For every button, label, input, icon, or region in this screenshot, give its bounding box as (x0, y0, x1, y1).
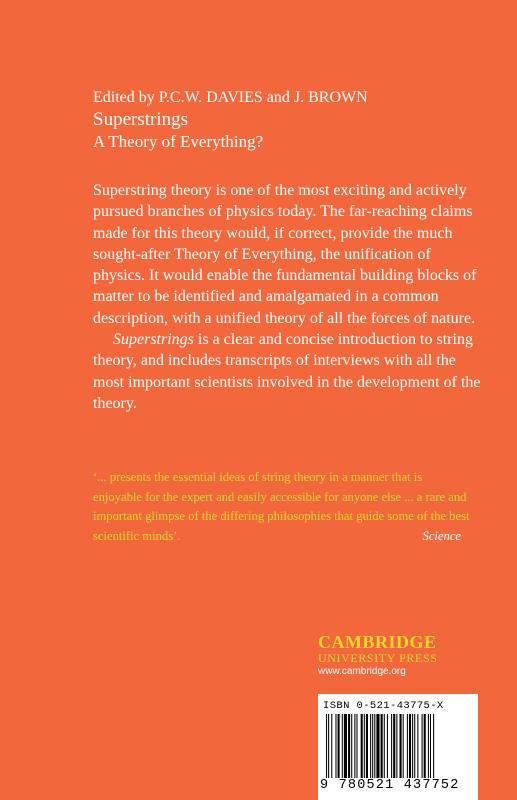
barcode-bar (374, 714, 375, 778)
isbn-label: ISBN 0-521-43775-X (323, 700, 444, 712)
book-subtitle: A Theory of Everything? (93, 132, 264, 151)
barcode-bar (407, 714, 408, 778)
review-quote (93, 468, 473, 546)
blurb-paragraph-2 (93, 329, 485, 414)
barcode-bar (428, 714, 429, 778)
publisher-subname: UNIVERSITY PRESS (318, 651, 438, 665)
barcode-bar (348, 714, 350, 778)
barcode-bar (381, 714, 383, 778)
barcode-bar (338, 714, 340, 778)
barcode-bar (391, 714, 392, 778)
book-title: Superstrings (93, 109, 188, 130)
barcode-bar (424, 714, 426, 778)
review-source: Science (422, 528, 461, 543)
barcode-bar (335, 714, 336, 778)
barcode-bar (356, 714, 357, 778)
review-quote-text: ‘... presents the essential ideas of string theory in a manner that is enjoyable for the expert and easily accessible for anyone else ... a rare and important glimpse of the differing philosophies that guide some of the best scientific minds’. (93, 470, 470, 543)
barcode-bar (364, 714, 365, 778)
blurb-text (93, 180, 485, 414)
barcode-bar (433, 714, 434, 778)
barcode-bar (430, 714, 431, 778)
barcode-bar (376, 714, 379, 778)
barcode-bar (387, 714, 388, 778)
ean-number: 9 780521 437752 (320, 778, 460, 793)
barcode-bar (366, 714, 368, 778)
blurb-paragraph-1: Superstring theory is one of the most exciting and actively pursued branches of physics today. The far-reaching claims made for this theory would, if correct, provide the much sought-after Theory of Everything, the unification of physics. It would enable the fundamental building blocks of matter to be identified and amalgamated in a common description, with a unified theory of all the forces of nature. (93, 182, 477, 327)
barcode-bar (393, 714, 395, 778)
book-header (93, 88, 473, 152)
barcode-bar (412, 714, 413, 778)
publisher-url: www.cambridge.org (318, 666, 406, 677)
barcode-bar (370, 714, 371, 778)
barcode-bars (326, 714, 476, 778)
barcode-bar (417, 714, 418, 778)
barcode-bar (400, 714, 402, 778)
barcode-bar (326, 714, 327, 778)
blurb-paragraph-2-text: is a clear and concise introduction to string theory, and includes transcripts of interviews with all the most important scientists involved in the development of the theory. (93, 331, 481, 412)
barcode-bar (351, 714, 352, 778)
barcode-bar (361, 714, 363, 778)
barcode-bar (384, 714, 385, 778)
barcode-bar (328, 714, 329, 778)
barcode-bar (409, 714, 411, 778)
publisher-logo (318, 633, 478, 678)
barcode-bar (396, 714, 397, 778)
barcode-panel (318, 694, 478, 800)
barcode-bar (414, 714, 415, 778)
barcode-bar (342, 714, 343, 778)
barcode-bar (372, 714, 373, 778)
blurb-book-title: Superstrings (113, 331, 194, 349)
barcode-bar (354, 714, 355, 778)
barcode-bar (403, 714, 404, 778)
barcode-bar (422, 714, 423, 778)
publisher-name: CAMBRIDGE (318, 632, 437, 652)
editors-line: Edited by P.C.W. DAVIES and J. BROWN (93, 89, 368, 106)
barcode-bar (331, 714, 332, 778)
barcode-bar (344, 714, 347, 778)
